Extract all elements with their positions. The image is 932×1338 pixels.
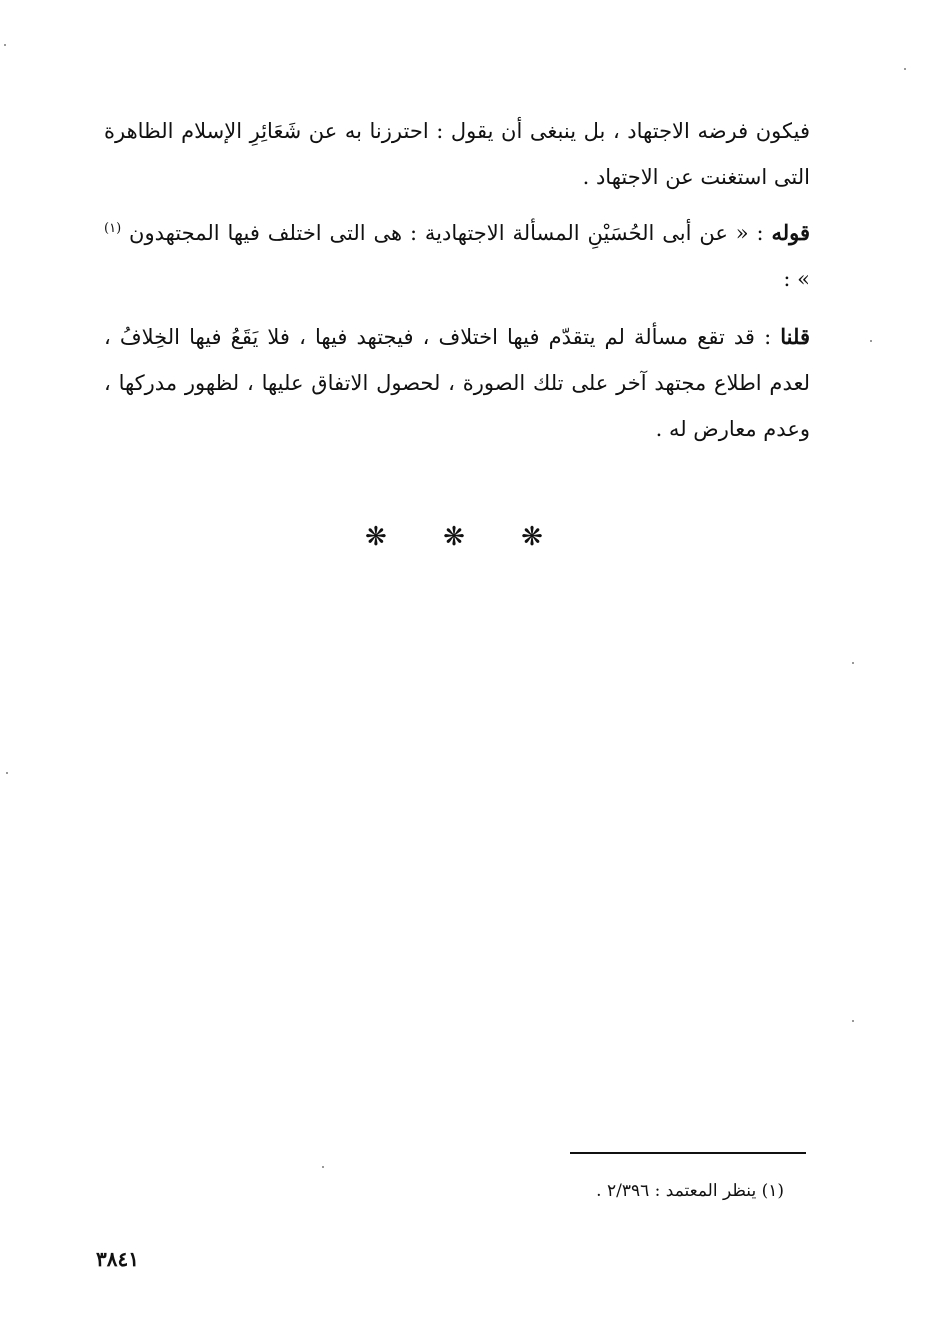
section-separator: ❋ ❋ ❋ [365,522,567,552]
scan-speck [322,1166,324,1168]
scan-speck [6,772,8,774]
scan-speck [904,68,906,70]
page-number: ٣٨٤١ [96,1247,139,1271]
paragraph-1 [104,108,810,200]
scan-speck [852,1020,854,1022]
footnote-marker: (١) [104,221,122,236]
scan-speck [4,44,6,46]
paragraph-2 [104,210,810,302]
paragraph-2-lead-word: قوله [771,220,810,245]
scan-speck [870,340,872,342]
paragraph-3-lead-word: قلنا [780,324,811,349]
paragraph-2-text: : « عن أبى الحُسَيْنِ المسألة الاجتهادية : هى التى اختلف فيها المجتهدون [121,221,772,245]
paragraph-1-text: فيكون فرضه الاجتهاد ، بل ينبغى أن يقول : احترزنا به عن شَعَائِرِ الإسلام الظاهرة التى استغنت عن الاجتهاد . [104,119,810,189]
paragraph-3 [104,314,810,452]
footnote: (١) ينظر المعتمد : ٢/٣٩٦ . [596,1181,784,1201]
footnote-divider [570,1152,806,1154]
scan-speck [852,662,854,664]
paragraph-3-text: : قد تقع مسألة لم يتقدّم فيها اختلاف ، فيجتهد فيها ، فلا يَقَعُ فيها الخِلافُ ، لعدم اطلاع مجتهد آخر على تلك الصورة ، لحصول الاتفاق عليها ، لظهور مدركها ، وعدم معارض له . [104,325,810,441]
paragraph-2-tail: » : [783,267,810,291]
